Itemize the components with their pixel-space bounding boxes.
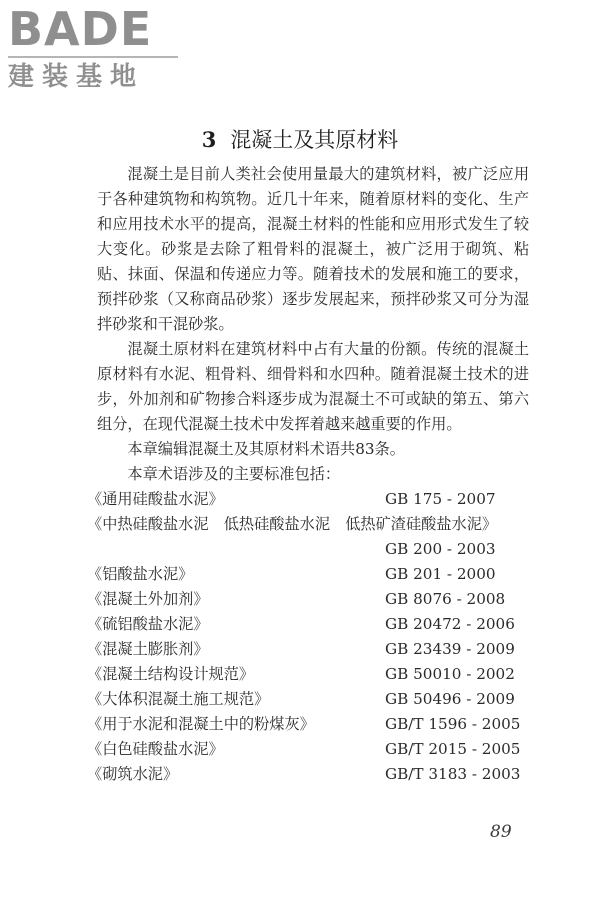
standard-title: 《大体积混凝土施工规范》	[87, 690, 270, 708]
standard-code: GB/T 1596 - 2005	[385, 715, 521, 733]
logo-subtitle: 建装基地	[8, 56, 178, 92]
standard-item	[87, 562, 529, 587]
chapter-body	[87, 162, 529, 787]
standard-item	[87, 737, 529, 762]
logo-wordmark: BADE	[8, 2, 153, 56]
standard-code: GB 175 - 2007	[385, 490, 496, 508]
standard-code: GB 200 - 2003	[385, 540, 496, 558]
standard-item	[87, 762, 529, 787]
standard-title: 《混凝土膨胀剂》	[87, 640, 209, 658]
standard-title: 《白色硅酸盐水泥》	[87, 740, 224, 758]
chapter-title-text: 混凝土及其原材料	[230, 128, 399, 152]
standard-title: 《硫铝酸盐水泥》	[87, 615, 209, 633]
standard-code: GB 201 - 2000	[385, 565, 496, 583]
standard-item	[87, 587, 529, 612]
standard-code: GB/T 3183 - 2003	[385, 765, 521, 783]
paragraph-raw-materials: 混凝土原材料在建筑材料中占有大量的份额。传统的混凝土原材料有水泥、粗骨料、细骨料和水四种。随着混凝土技术的进步，外加剂和矿物掺合料逐步成为混凝土不可或缺的第五、第六组分，在现代混凝土技术中发挥着越来越重要的作用。	[97, 340, 529, 433]
standard-code: GB 23439 - 2009	[385, 640, 515, 658]
standard-title: 《铝酸盐水泥》	[87, 565, 194, 583]
paragraph-standards-intro: 本章术语涉及的主要标准包括：	[127, 465, 341, 483]
standard-item	[87, 487, 529, 512]
standard-code: GB 20472 - 2006	[385, 615, 515, 633]
standard-item	[87, 612, 529, 637]
watermark-logo	[8, 4, 178, 92]
chapter-number: 3	[201, 127, 217, 152]
standard-item	[87, 512, 529, 562]
standard-item	[87, 687, 529, 712]
standard-item	[87, 712, 529, 737]
page-number: 89	[490, 822, 512, 842]
chapter-heading	[0, 124, 600, 154]
standard-title: 《中热硅酸盐水泥 低热硅酸盐水泥 低热矿渣硅酸盐水泥》	[87, 515, 498, 533]
standard-code: GB/T 2015 - 2005	[385, 740, 521, 758]
standard-code: GB 50496 - 2009	[385, 690, 515, 708]
standard-code: GB 8076 - 2008	[385, 590, 506, 608]
standard-title: 《用于水泥和混凝土中的粉煤灰》	[87, 715, 315, 733]
standard-title: 《通用硅酸盐水泥》	[87, 490, 224, 508]
paragraph-intro: 混凝土是目前人类社会使用量最大的建筑材料，被广泛应用于各种建筑物和构筑物。近几十年来，随着原材料的变化、生产和应用技术水平的提高，混凝土材料的性能和应用形式发生了较大变化。砂浆是去除了粗骨料的混凝土，被广泛用于砌筑、粘贴、抹面、保温和传递应力等。随着技术的发展和施工的要求，预拌砂浆（又称商品砂浆）逐步发展起来，预拌砂浆又可分为湿拌砂浆和干混砂浆。	[97, 165, 529, 333]
standards-list	[87, 487, 529, 787]
standard-title: 《砌筑水泥》	[87, 765, 179, 783]
standard-title: 《混凝土结构设计规范》	[87, 665, 255, 683]
standard-title: 《混凝土外加剂》	[87, 590, 209, 608]
standard-item	[87, 637, 529, 662]
standard-code: GB 50010 - 2002	[385, 665, 515, 683]
paragraph-term-count: 本章编辑混凝土及其原材料术语共83条。	[127, 440, 405, 458]
standard-item	[87, 662, 529, 687]
